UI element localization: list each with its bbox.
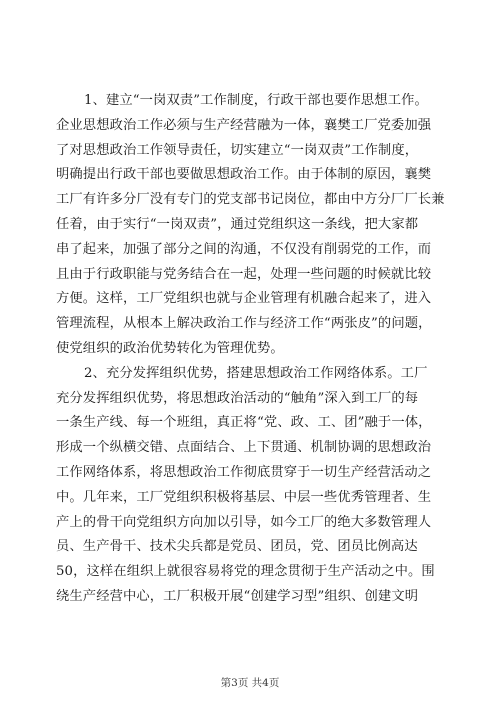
paragraph-2-line-3: 一条生产线、每一个班组，真正将“党、政、工、团”融于一体，: [56, 415, 432, 431]
paragraph-2-line-7: 产上的骨干向党组织方向加以引导，如今工厂的绝大多数管理人: [56, 514, 432, 530]
paragraph-1-line-11: 使党组织的政治优势转化为管理优势。: [56, 341, 284, 356]
paragraph-1-line-9: 方便。这样，工厂党组织也就与企业管理有机融合起来了，进入: [56, 291, 432, 307]
paragraph-1-line-8: 且由于行政职能与党务结合在一起，处理一些问题的时候就比较: [56, 266, 432, 282]
paragraph-2-line-4: 形成一个纵横交错、点面结合、上下贯通、机制协调的思想政治: [56, 440, 432, 456]
paragraph-1-line-3: 了对思想政治工作领导责任，切实建立“一岗双责”工作制度，: [56, 142, 419, 158]
paragraph-1-line-7: 串了起来，加强了部分之间的沟通，不仅没有削弱党的工作，而: [56, 241, 432, 257]
paragraph-1-line-6: 任着，由于实行“一岗双责”，通过党组织这一条线，把大家都: [56, 217, 419, 232]
paragraph-2-line-2: 充分发挥组织优势，将思想政治活动的“触角”深入到工厂的每: [56, 390, 419, 406]
page-number-footer: 第3页 共4页: [220, 677, 280, 689]
paragraph-1-line-5: 工厂有许多分厂没有专门的党支部书记岗位，都由中方分厂厂长兼: [56, 192, 445, 208]
paragraph-2-line-9: 50，这样在组织上就很容易将党的理念贯彻于生产活动之中。围: [56, 564, 435, 580]
paragraph-2-line-1: 2、充分发挥组织优势，搭建思想政治工作网络体系。工厂: [84, 365, 428, 381]
paragraph-2-line-8: 员、生产骨干、技术尖兵都是党员、团员，党、团员比例高达: [56, 539, 418, 555]
paragraph-2-line-10: 绕生产经营中心，工厂积极开展“创建学习型”组织、创建文明: [56, 589, 419, 604]
paragraph-2-line-6: 中。几年来，工厂党组织积极将基层、中层一些优秀管理者、生: [56, 489, 432, 505]
paragraph-1-line-1: 1、建立“一岗双责”工作制度，行政干部也要作思想工作。: [84, 93, 428, 108]
paragraph-1-line-4: 明确提出行政干部也要做思想政治工作。由于体制的原因，襄樊: [56, 167, 432, 183]
paragraph-1-line-2: 企业思想政治工作必须与生产经营融为一体，襄樊工厂党委加强: [56, 117, 432, 133]
paragraph-1-line-10: 管理流程，从根本上解决政治工作与经济工作“两张皮”的问题，: [56, 316, 432, 332]
paragraph-2-line-5: 工作网络体系，将思想政治工作彻底贯穿于一切生产经营活动之: [56, 465, 432, 480]
